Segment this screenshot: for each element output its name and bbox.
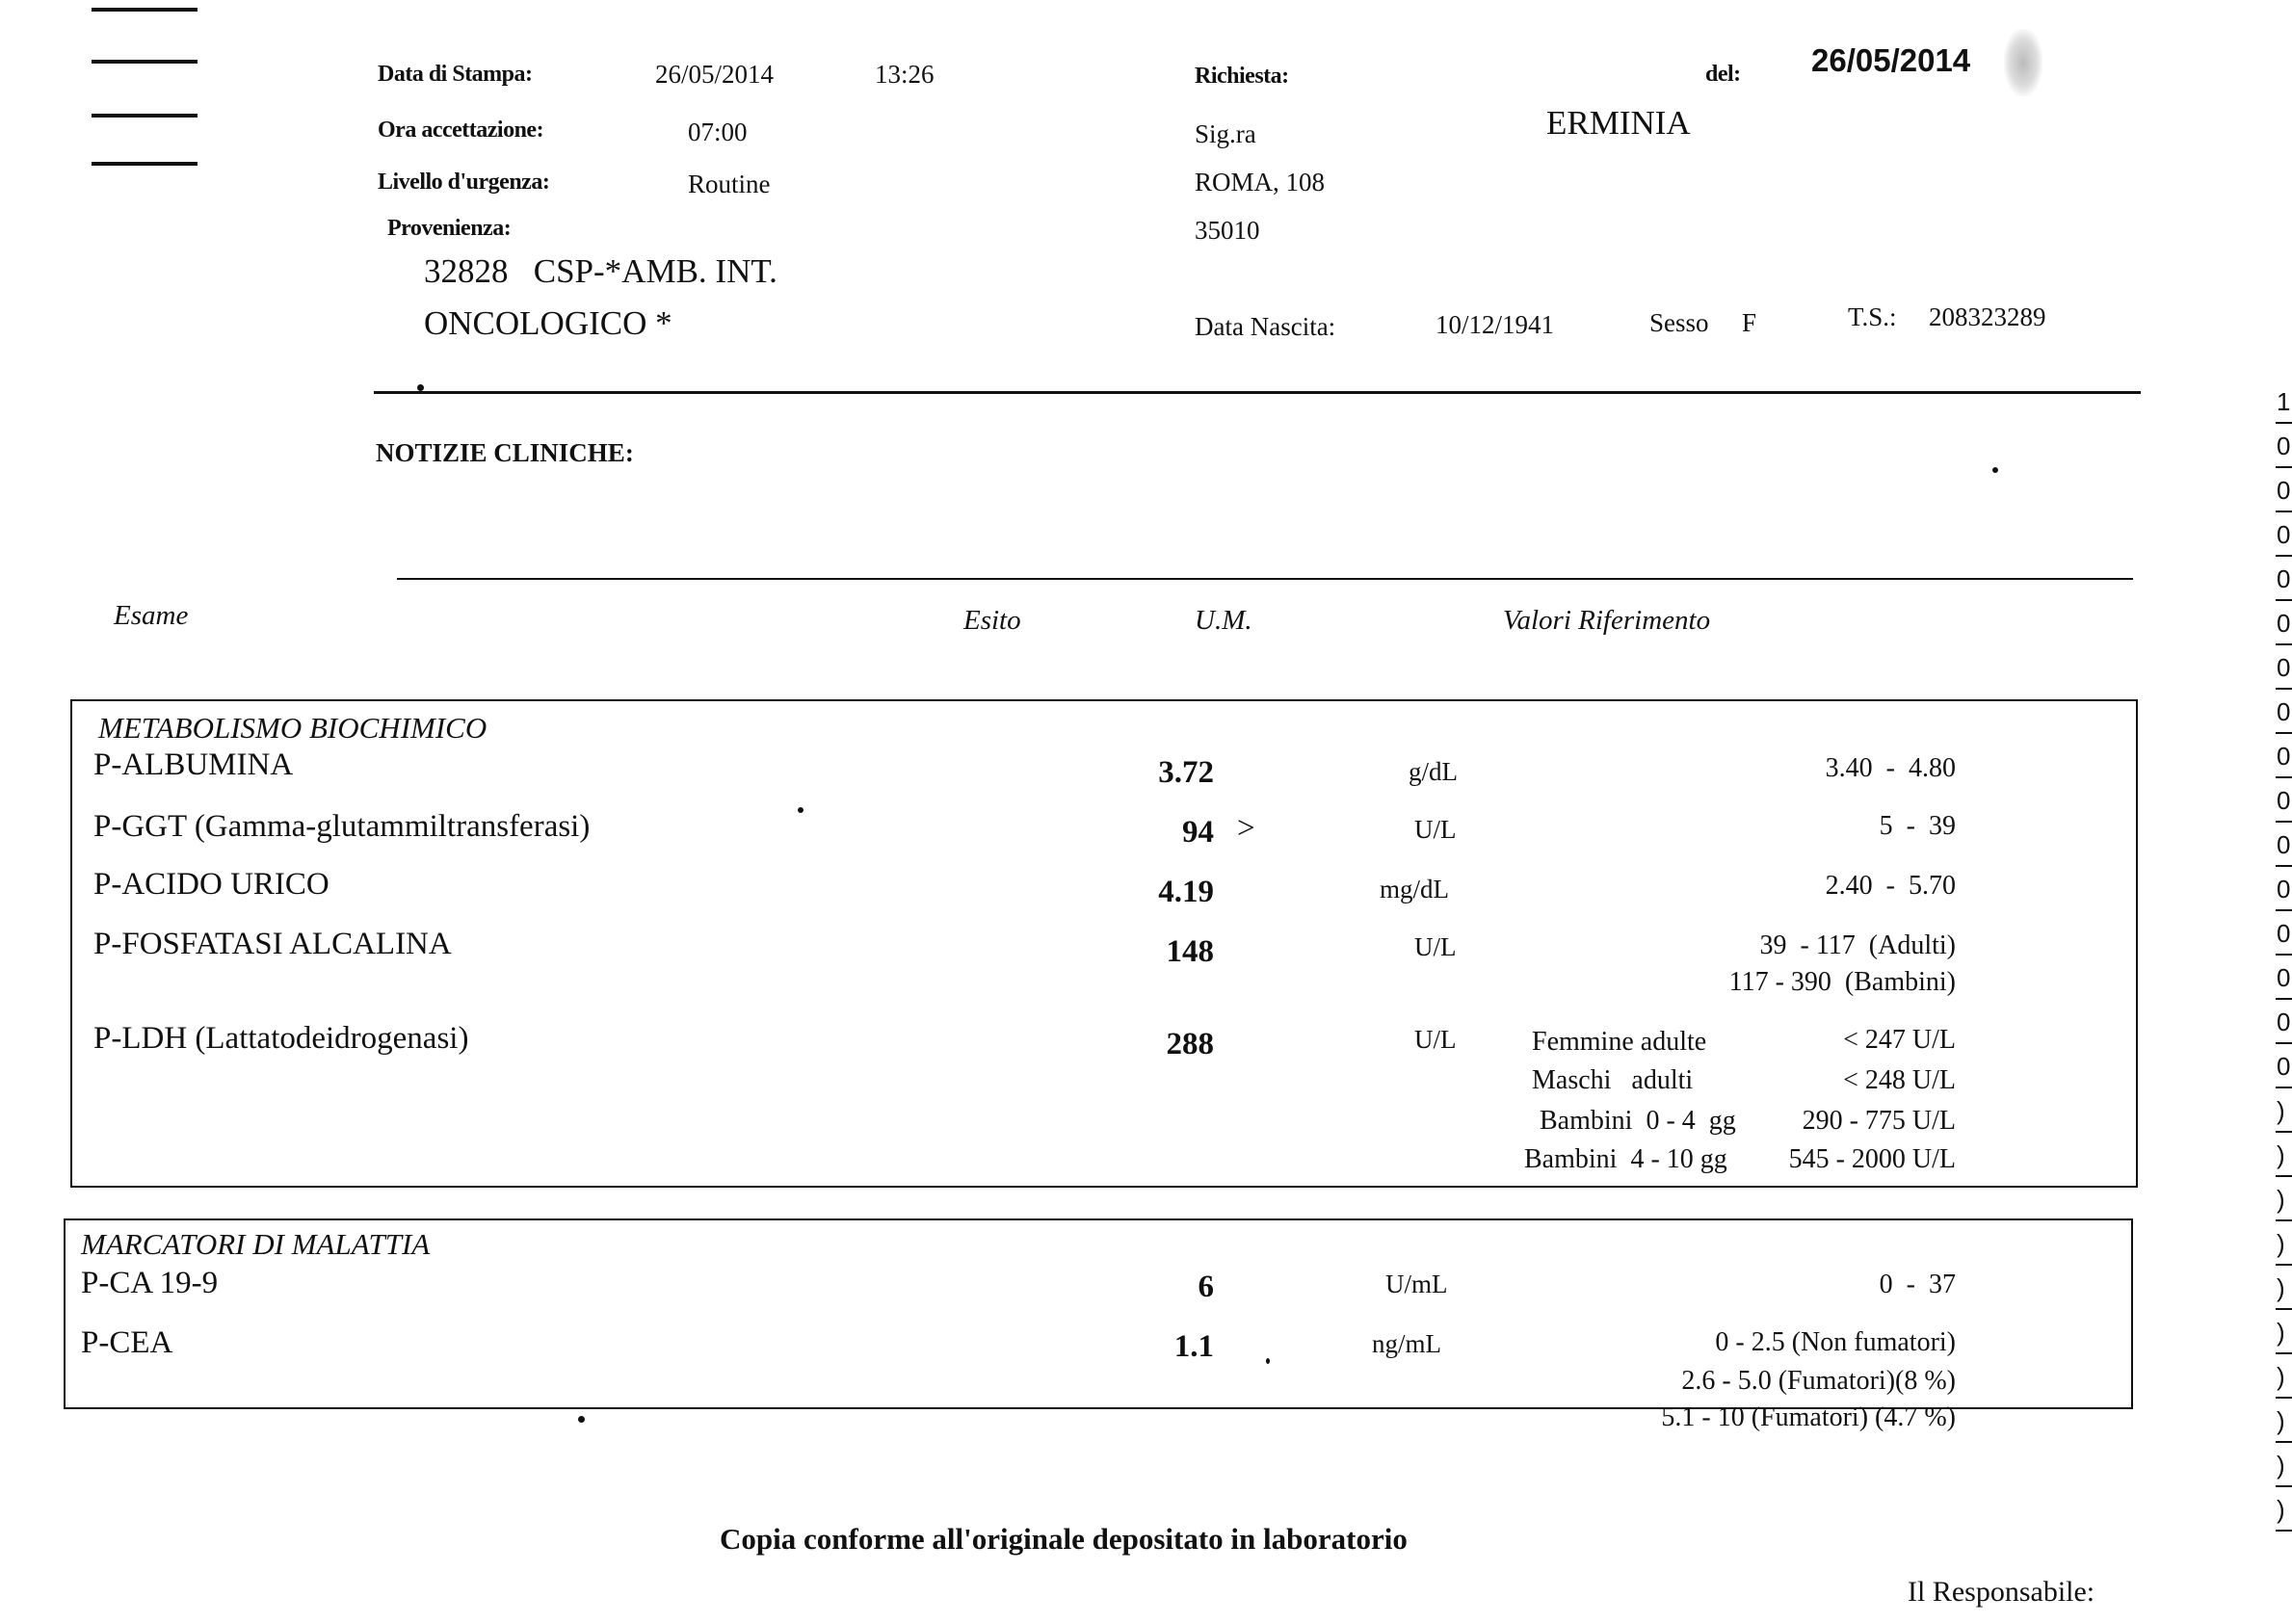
edge-char: 0 (2277, 1052, 2291, 1081)
exam-ref: 0 - 2.5 (Non fumatori) (1715, 1327, 1956, 1357)
scan-speck (578, 1416, 585, 1423)
copy-note: Copia conforme all'originale depositato in laboratorio (720, 1522, 1408, 1556)
edge-char: ) (2277, 1273, 2285, 1302)
edge-char: 0 (2277, 432, 2291, 460)
edge-rule (2276, 954, 2292, 956)
edge-rule (2276, 1175, 2292, 1177)
edge-rule (2276, 1264, 2292, 1266)
exam-flag: > (1237, 811, 1255, 846)
exam-unit: mg/dL (1380, 875, 1449, 904)
address-line2: 35010 (1195, 216, 1260, 245)
margin-line (92, 8, 198, 12)
edge-rule (2276, 643, 2292, 645)
exam-name: P-LDH (Lattatodeidrogenasi) (93, 1021, 469, 1056)
margin-line (92, 162, 198, 166)
edge-rule (2276, 1441, 2292, 1443)
notes-divider (397, 578, 2133, 580)
exam-unit: U/L (1414, 1025, 1457, 1054)
request-date-label: del: (1705, 62, 1741, 87)
ink-smudge (2004, 29, 2042, 96)
exam-name: P-FOSFATASI ALCALINA (93, 927, 452, 961)
birth-date: 10/12/1941 (1436, 310, 1555, 339)
scan-speck (1266, 1358, 1270, 1364)
exam-unit: ng/mL (1372, 1329, 1441, 1358)
col-reference: Valori Riferimento (1503, 605, 1711, 636)
edge-rule (2276, 1087, 2292, 1088)
ref-value: 290 - 775 U/L (1802, 1106, 1956, 1136)
ref-value: < 247 U/L (1843, 1025, 1956, 1055)
edge-char: 0 (2277, 875, 2291, 904)
section-title: MARCATORI DI MALATTIA (81, 1227, 431, 1261)
edge-rule (2276, 1131, 2292, 1133)
acceptance-time: 07:00 (688, 118, 748, 146)
exam-unit: U/L (1414, 932, 1457, 961)
exam-name: P-ALBUMINA (93, 747, 294, 782)
acceptance-time-label: Ora accettazione: (378, 118, 544, 143)
print-date-label: Data di Stampa: (378, 62, 533, 87)
edge-char: ) (2277, 1229, 2285, 1258)
exam-name: P-CEA (81, 1325, 173, 1360)
edge-rule (2276, 776, 2292, 778)
exam-ref: 2.40 - 5.70 (1825, 871, 1956, 901)
edge-char: ) (2277, 1451, 2285, 1480)
edge-char: ) (2277, 1185, 2285, 1214)
ref-value: < 248 U/L (1843, 1065, 1956, 1095)
edge-char: 0 (2277, 786, 2291, 815)
exam-result: 148 (1166, 934, 1214, 969)
exam-unit: U/L (1414, 815, 1457, 844)
exam-result: 288 (1166, 1027, 1214, 1061)
edge-char: 0 (2277, 742, 2291, 771)
exam-name: P-GGT (Gamma-glutammiltransferasi) (93, 809, 591, 844)
edge-rule (2276, 1219, 2292, 1221)
exam-unit: g/dL (1409, 757, 1458, 786)
ref-label: Bambini 0 - 4 gg (1540, 1106, 1736, 1136)
title-prefix: Sig.ra (1195, 119, 1256, 148)
ref-label: Femmine adulte (1532, 1027, 1707, 1057)
edge-rule (2276, 1042, 2292, 1044)
edge-char: 0 (2277, 564, 2291, 593)
print-date: 26/05/2014 (655, 60, 775, 89)
edge-rule (2276, 1352, 2292, 1354)
edge-char: 0 (2277, 697, 2291, 726)
urgency-label: Livello d'urgenza: (378, 170, 550, 195)
section-title: METABOLISMO BIOCHIMICO (98, 711, 487, 745)
ts-number: 208323289 (1929, 302, 2046, 331)
header-divider (374, 391, 2141, 394)
scan-speck (1992, 467, 1998, 473)
exam-ref: 0 - 37 (1879, 1270, 1956, 1299)
edge-rule (2276, 1530, 2292, 1532)
exam-ref: 5 - 39 (1879, 811, 1956, 841)
edge-rule (2276, 1397, 2292, 1399)
patient-name: ERMINIA (1546, 104, 1691, 142)
margin-line (92, 114, 198, 118)
edge-char: 0 (2277, 963, 2291, 992)
edge-char: ) (2277, 1140, 2285, 1169)
col-result: Esito (963, 605, 1021, 636)
scan-speck (417, 384, 424, 391)
ts-label: T.S.: (1848, 302, 1897, 331)
edge-char: ) (2277, 1096, 2285, 1125)
clinical-notes-label: NOTIZIE CLINICHE: (376, 438, 634, 467)
exam-result: 6 (1198, 1270, 1214, 1304)
edge-char: 0 (2277, 476, 2291, 505)
exam-ref: 117 - 390 (Bambini) (1728, 967, 1956, 997)
print-time: 13:26 (875, 60, 935, 89)
ref-value: 545 - 2000 U/L (1788, 1144, 1956, 1174)
exam-result: 94 (1182, 815, 1214, 850)
birth-date-label: Data Nascita: (1195, 312, 1336, 341)
edge-char: 0 (2277, 609, 2291, 638)
edge-rule (2276, 732, 2292, 734)
exam-name: P-CA 19-9 (81, 1266, 219, 1300)
exam-ref: 3.40 - 4.80 (1825, 753, 1956, 783)
edge-rule (2276, 909, 2292, 911)
edge-rule (2276, 821, 2292, 823)
edge-char: 0 (2277, 830, 2291, 859)
ref-label: Bambini 4 - 10 gg (1524, 1144, 1727, 1174)
sex-value: F (1742, 308, 1757, 337)
edge-rule (2276, 599, 2292, 601)
col-exam: Esame (114, 600, 189, 631)
exam-ref: 2.6 - 5.0 (Fumatori)(8 %) (1681, 1366, 1956, 1396)
origin-line2: ONCOLOGICO * (424, 304, 672, 342)
edge-rule (2276, 998, 2292, 1000)
address-line1: ROMA, 108 (1195, 168, 1326, 196)
edge-rule (2276, 688, 2292, 690)
exam-ref: 5.1 - 10 (Fumatori) (4.7 %) (1661, 1402, 1956, 1432)
edge-char: ) (2277, 1362, 2285, 1391)
edge-rule (2276, 511, 2292, 512)
edge-rule (2276, 865, 2292, 867)
urgency-value: Routine (688, 170, 771, 198)
edge-char: ) (2277, 1406, 2285, 1435)
scan-speck (798, 807, 804, 813)
edge-char: 0 (2277, 520, 2291, 549)
exam-unit: U/mL (1385, 1270, 1448, 1298)
exam-name: P-ACIDO URICO (93, 867, 329, 902)
edge-char: 1 (2277, 387, 2291, 416)
exam-result: 4.19 (1158, 875, 1214, 909)
exam-result: 3.72 (1158, 755, 1214, 790)
request-date: 26/05/2014 (1811, 42, 1971, 78)
edge-rule (2276, 555, 2292, 557)
edge-rule (2276, 466, 2292, 468)
edge-char: 0 (2277, 1008, 2291, 1036)
edge-rule (2276, 422, 2292, 424)
responsible-label: Il Responsabile: (1908, 1576, 2095, 1608)
col-unit: U.M. (1195, 605, 1252, 636)
edge-char: ) (2277, 1318, 2285, 1347)
origin-label: Provenienza: (387, 216, 512, 241)
exam-result: 1.1 (1173, 1329, 1214, 1364)
request-label: Richiesta: (1195, 64, 1289, 89)
sex-label: Sesso (1649, 308, 1709, 337)
margin-line (92, 60, 198, 64)
edge-char: 0 (2277, 919, 2291, 948)
edge-char: ) (2277, 1495, 2285, 1524)
edge-rule (2276, 1308, 2292, 1310)
origin-line1: 32828 CSP-*AMB. INT. (424, 252, 777, 290)
edge-rule (2276, 1485, 2292, 1487)
exam-ref: 39 - 117 (Adulti) (1759, 930, 1956, 960)
ref-label: Maschi adulti (1532, 1065, 1694, 1095)
edge-char: 0 (2277, 653, 2291, 682)
